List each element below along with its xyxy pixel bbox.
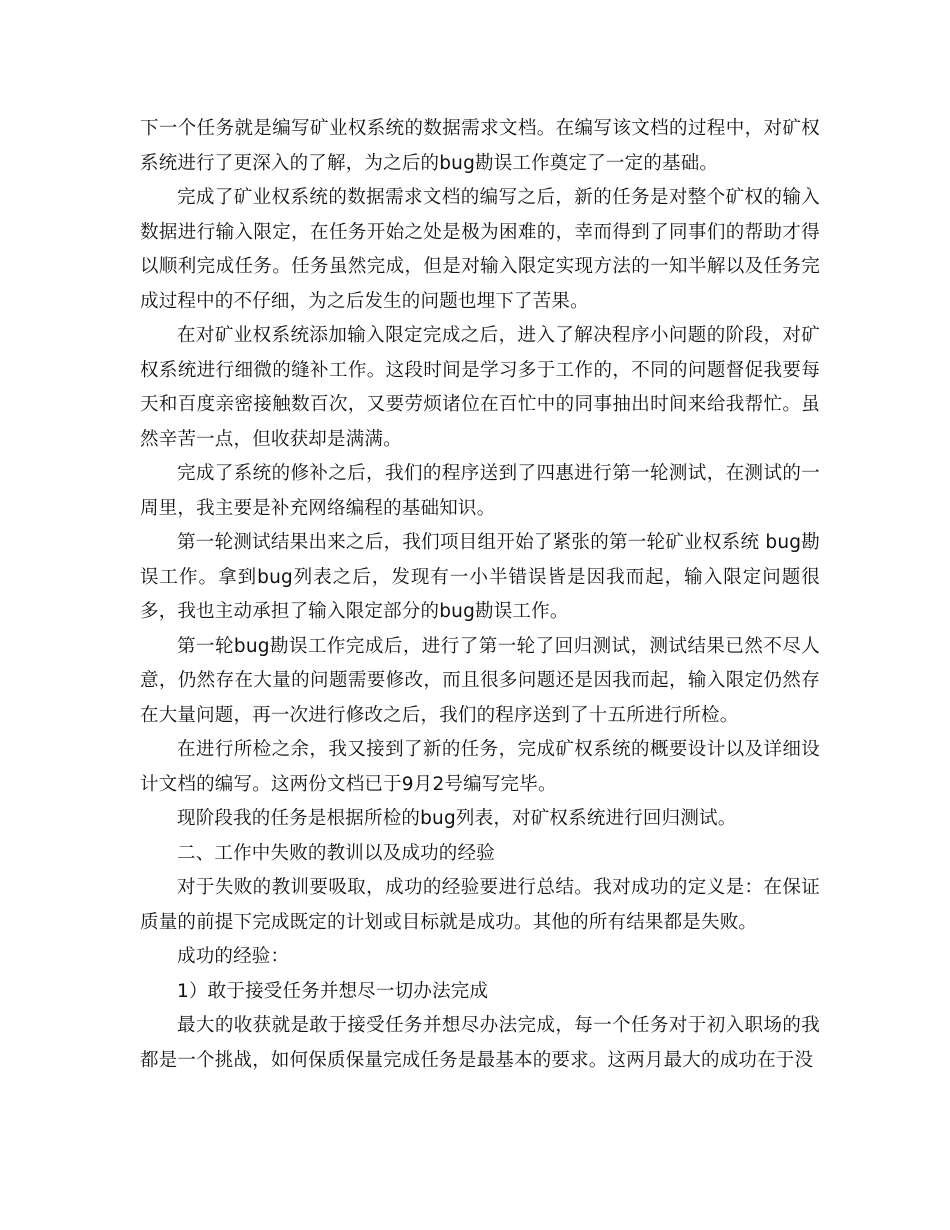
paragraph: 第一轮测试结果出来之后，我们项目组开始了紧张的第一轮矿业权系统 bug勘误工作。拿到bug列表之后，发现有一小半错误皆是因我而起，输入限定问题很多，我也主动承担了输入限定部分的bug勘误工作。 bbox=[140, 532, 820, 622]
paragraph: 下一个任务就是编写矿业权系统的数据需求文档。在编写该文档的过程中，对矿权系统进行了更深入的了解，为之后的bug勘误工作奠定了一定的基础。 bbox=[140, 118, 820, 174]
document-body bbox=[140, 112, 820, 1078]
paragraph: 完成了系统的修补之后，我们的程序送到了四惠进行第一轮测试，在测试的一周里，我主要是补充网络编程的基础知识。 bbox=[140, 463, 820, 519]
paragraph: 第一轮bug勘误工作完成后，进行了第一轮了回归测试，测试结果已然不尽人意，仍然存在大量的问题需要修改，而且很多问题还是因我而起，输入限定仍然存在大量问题，再一次进行修改之后，我们的程序送到了十五所进行所检。 bbox=[140, 635, 820, 726]
list-heading: 1）敢于接受任务并想尽一切办法完成 bbox=[177, 980, 489, 1002]
paragraph: 在对矿业权系统添加输入限定完成之后，进入了解决程序小问题的阶段，对矿权系统进行细微的缝补工作。这段时间是学习多于工作的，不同的问题督促我要每天和百度亲密接触数百次，又要劳烦诸位在百忙中的同事抽出时间来给我帮忙。虽然辛苦一点，但收获却是满满。 bbox=[140, 325, 820, 450]
paragraph: 现阶段我的任务是根据所检的bug列表，对矿权系统进行回归测试。 bbox=[177, 808, 737, 829]
paragraph: 在进行所检之余，我又接到了新的任务，完成矿权系统的概要设计以及详细设计文档的编写。这两份文档已于9月2号编写完毕。 bbox=[140, 739, 820, 795]
paragraph: 完成了矿业权系统的数据需求文档的编写之后，新的任务是对整个矿权的输入数据进行输入限定，在任务开始之处是极为困难的，幸而得到了同事们的帮助才得以顺利完成任务。任务虽然完成，但是对输入限定实现方法的一知半解以及任务完成过程中的不仔细，为之后发生的问题也埋下了苦果。 bbox=[140, 187, 820, 312]
paragraph: 对于失败的教训要吸取，成功的经验要进行总结。我对成功的定义是：在保证质量的前提下完成既定的计划或目标就是成功。其他的所有结果都是失败。 bbox=[140, 877, 820, 933]
subheading: 成功的经验： bbox=[177, 946, 290, 967]
section-heading: 二、工作中失败的教训以及成功的经验 bbox=[177, 842, 495, 864]
paragraph: 最大的收获就是敢于接受任务并想尽办法完成，每一个任务对于初入职场的我都是一个挑战，如何保质保量完成任务是最基本的要求。这两月最大的成功在于没 bbox=[140, 1015, 820, 1071]
